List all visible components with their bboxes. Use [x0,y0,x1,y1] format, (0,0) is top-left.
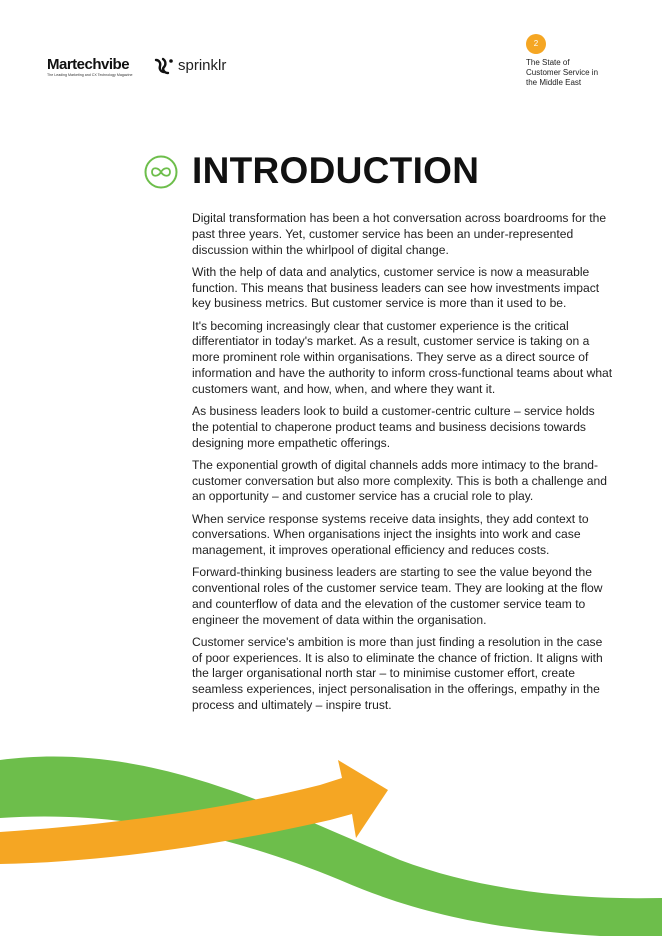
body-text [192,211,614,720]
paragraph: When service response systems receive data insights, they add context to conversations. When organisations inject the insights into work and case management, it improves operational efficiency and reduces costs. [192,511,589,558]
martechvibe-tagline: The Leading Marketing and CX Technology Magazine [47,73,133,77]
sprinklr-name: sprinklr [178,57,227,74]
report-title-line: The State of [526,58,570,67]
paragraph: With the help of data and analytics, customer service is now a measurable function. This means that business leaders can see how investments impact key business metrics. But customer service is more than it used to be. [192,264,600,311]
paragraph: Digital transformation has been a hot conversation across boardrooms for the past three years. Yet, customer service has been an under-represented discussion within the whirlpool of digital change. [192,211,607,257]
sprinklr-logo [154,57,226,75]
paragraph: As business leaders look to build a customer-centric culture – service holds the potential to chaperone product teams and business decisions towards designing more empathetic offerings. [192,403,595,450]
paragraph: The exponential growth of digital channels adds more intimacy to the brand-customer conversation but also more complexity. This is both a challenge and an opportunity – and customer service has a crucial role to play. [192,457,607,504]
report-title-line: the Middle East [526,78,582,87]
sprinklr-icon [154,57,174,75]
paragraph: It's becoming increasingly clear that customer experience is the critical differentiator in today's market. As a result, customer service is taking on a more prominent role within organisations. They serve as a direct source of information and have the authority to inform cross-functional teams about what customers want, and how, when, and where they want it. [192,318,613,396]
paragraph: Customer service's ambition is more than just finding a resolution in the case of poor experiences. It is also to eliminate the chance of friction. It aligns with the larger organisational north star – to minimise customer effort, create seamless experiences, inject personalisation in the offerings, empathy in the process and ultimately – inspire trust. [192,634,603,713]
section-title: INTRODUCTION [192,150,480,191]
decorative-swoosh [0,740,662,936]
page-number-badge: 2 [526,34,546,54]
martechvibe-name: Martechvibe [47,56,130,73]
paragraph: Forward-thinking business leaders are starting to see the value beyond the conventional roles of the customer service team. They are looking at the flow and counterflow of data and the elevation of the customer service team to engineer the movement of data within the organisation. [192,565,603,627]
infinity-circle-icon [144,155,178,189]
report-title-line: Customer Service in [526,68,599,77]
report-title [526,58,626,88]
martechvibe-logo [47,57,132,78]
